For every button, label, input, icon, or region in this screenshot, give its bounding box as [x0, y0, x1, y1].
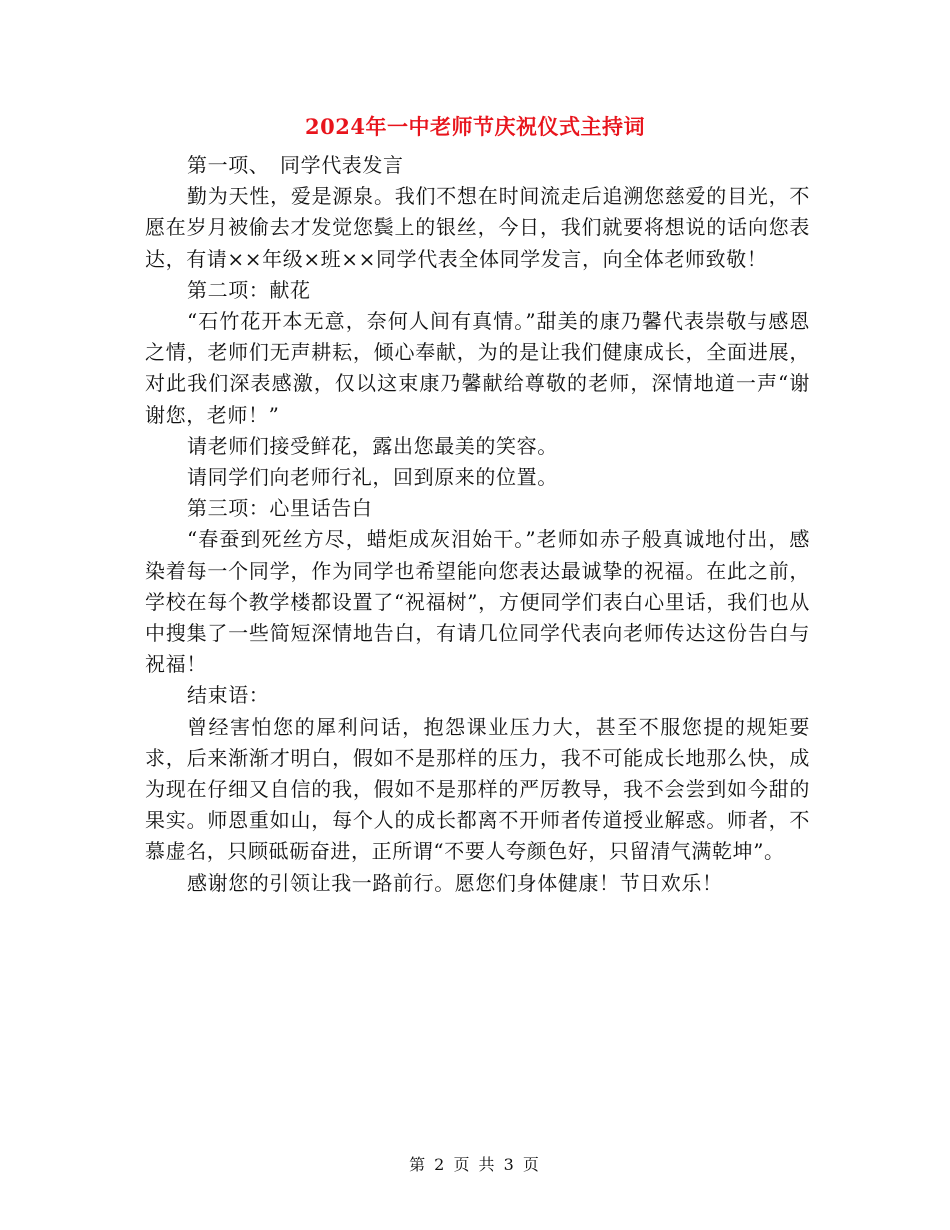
- paragraph: 勤为天性，爱是源泉。我们不想在时间流走后追溯您慈爱的目光，不愿在岁月被偷去才发觉您鬓上的银丝，今日，我们就要将想说的话向您表达，有请××年级×班××同学代表全体同学发言，向全体老师致敬！: [145, 184, 810, 271]
- page-title: 2024年一中老师节庆祝仪式主持词: [305, 114, 645, 139]
- section-heading-closing: 结束语：: [187, 683, 270, 708]
- paragraph: 请同学们向老师行礼，回到原来的位置。: [187, 465, 558, 490]
- paragraph: 感谢您的引领让我一路前行。愿您们身体健康！节日欢乐！: [187, 870, 723, 895]
- paragraph: “石竹花开本无意，奈何人间有真情。”甜美的康乃馨代表崇敬与感恩之情，老师们无声耕耘，倾心奉献，为的是让我们健康成长，全面进展，对此我们深表感激，仅以这束康乃馨献给尊敬的老师，深情地道一声“谢谢您，老师！”: [145, 309, 810, 427]
- paragraph: 请老师们接受鲜花，露出您最美的笑容。: [187, 433, 558, 458]
- section-heading-1: 第一项、 同学代表发言: [187, 153, 404, 177]
- document-body: [145, 150, 810, 899]
- section-heading-3: 第三项：心里话告白: [187, 496, 373, 521]
- section-heading-2: 第二项：献花: [187, 277, 311, 302]
- page-footer: 第 2 页 共 3 页: [409, 1155, 541, 1174]
- paragraph: 曾经害怕您的犀利问话，抱怨课业压力大，甚至不服您提的规矩要求，后来渐渐才明白，假如不是那样的压力，我不可能成长地那么快，成为现在仔细又自信的我，假如不是那样的严厉教导，我不会尝到如今甜的果实。师恩重如山，每个人的成长都离不开师者传道授业解惑。师者，不慕虚名，只顾砥砺奋进，正所谓“不要人夸颜色好，只留清气满乾坤”。: [145, 714, 810, 864]
- paragraph: “春蚕到死丝方尽，蜡炬成灰泪始干。”老师如赤子般真诚地付出，感染着每一个同学，作为同学也希望能向您表达最诚挚的祝福。在此之前，学校在每个教学楼都设置了“祝福树”，方便同学们表白心里话，我们也从中搜集了一些简短深情地告白，有请几位同学代表向老师传达这份告白与祝福！: [145, 527, 810, 677]
